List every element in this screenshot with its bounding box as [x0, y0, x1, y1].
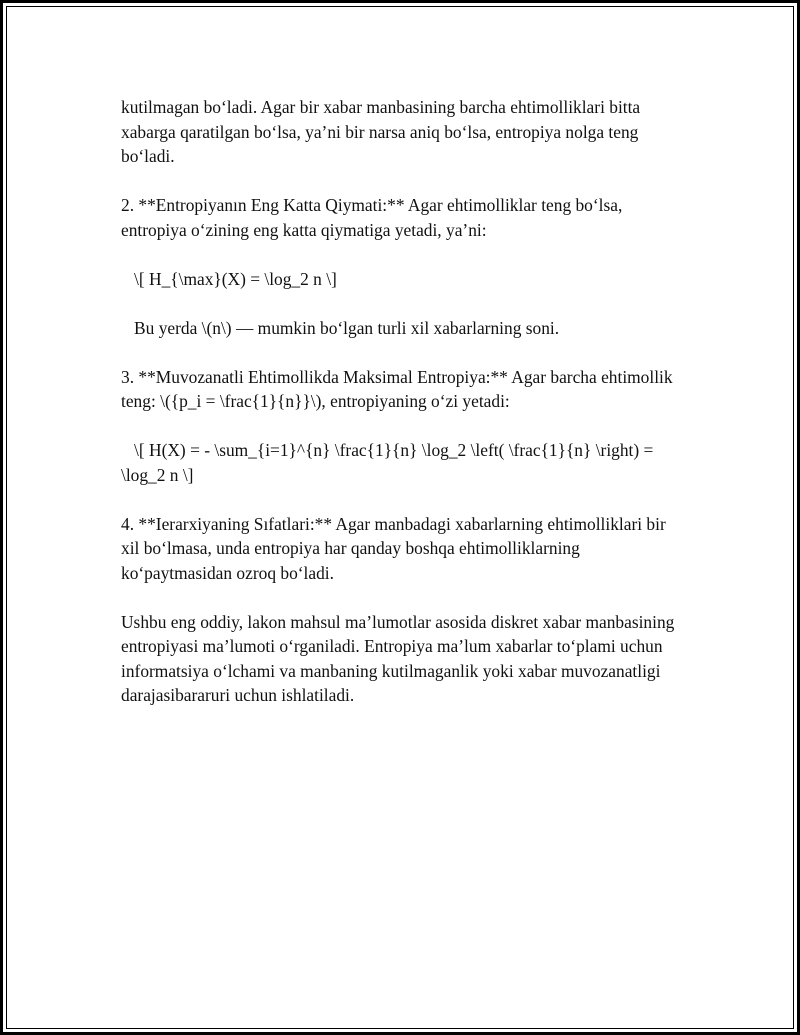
paragraph-item-4: 4. **Ierarxiyaning Sıfatlari:** Agar manbadagi xabarlarning ehtimolliklari bir xil bo‘lmasa, unda entropiya har qanday boshqa ehtimolliklarning ko‘paytmasidan ozroq bo‘ladi. — [121, 513, 671, 583]
paragraph-item-2: 2. **Entropiyanın Eng Katta Qiymati:** Agar ehtimolliklar teng bo‘lsa, entropiya o‘zining eng katta qiymatiga yetadi, ya’ni: — [121, 195, 627, 240]
formula-uniform-entropy: \[ H(X) = - \sum_{i=1}^{n} \frac{1}{n} \log_2 \left( \frac{1}{n} \right) = \log_2 n \] — [121, 440, 658, 485]
document-body — [121, 95, 687, 708]
formula-max-entropy: \[ H_{\max}(X) = \log_2 n \] — [121, 268, 337, 289]
paragraph-n-definition: Bu yerda \(n\) — mumkin bo‘lgan turli xil xabarlarning soni. — [121, 317, 560, 338]
paragraph-intro-continuation: kutilmagan bo‘ladi. Agar bir xabar manbasining barcha ehtimolliklari bitta xabarga qaratilgan bo‘lsa, ya’ni bir narsa aniq bo‘lsa, entropiya nolga teng bo‘ladi. — [121, 97, 645, 166]
paragraph-conclusion: Ushbu eng oddiy, lakon mahsul ma’lumotlar asosida diskret xabar manbasining entropiyasi ma’lumoti o‘rganiladi. Entropiya ma’lum xabarlar to‘plami uchun informatsiya o‘lchami va manbaning kutilmaganlik yoki xabar muvozanatligi darajasibararuri uchun ishlatiladi. — [121, 611, 679, 705]
paragraph-item-3: 3. **Muvozanatli Ehtimollikda Maksimal Entropiya:** Agar barcha ehtimollik teng: \({p_i = \frac{1}{n}}\), entropiyaning o‘zi yetadi: — [121, 366, 677, 411]
